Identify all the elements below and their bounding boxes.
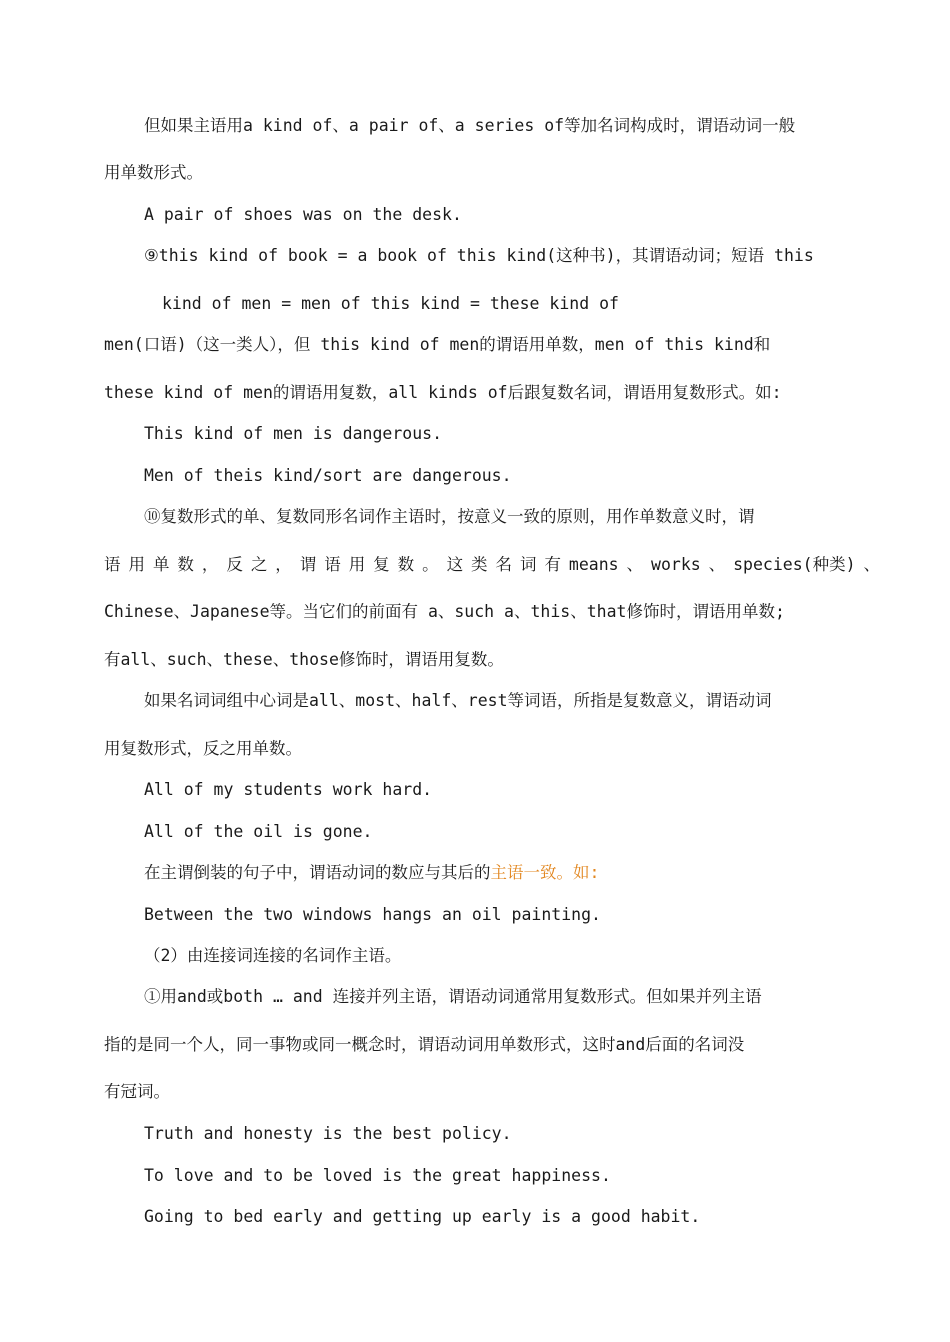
paragraph-line: these kind of men的谓语用复数，all kinds of后跟复数名词，谓语用复数形式。如: <box>104 383 782 402</box>
word: 词 <box>519 555 537 574</box>
word: 反 <box>226 555 243 574</box>
paragraph-line: ①用and或both … and 连接并列主语，谓语动词通常用复数形式。但如果并列主语 <box>144 987 762 1006</box>
paragraph-line: 指的是同一个人，同一事物或同一概念时，谓语动词用单数形式，这时and后面的名词没 <box>104 1035 745 1054</box>
word: 数 <box>177 555 194 574</box>
example-sentence: To love and to be loved is the great happiness. <box>144 1166 611 1185</box>
paragraph-line: kind of men = men of this kind = these kind of <box>162 294 619 313</box>
word: 单 <box>152 555 170 574</box>
example-sentence: Between the two windows hangs an oil painting. <box>144 905 601 924</box>
word: 有 <box>544 555 561 574</box>
word: 名 <box>495 555 512 574</box>
word: 、 <box>708 555 726 574</box>
word: 这 <box>446 555 464 574</box>
word: 、 <box>626 555 644 574</box>
paragraph-line: ⑨this kind of book = a book of this kind(这种书)，其谓语动词；短语 this <box>144 246 814 265</box>
word: works <box>651 555 701 574</box>
word: 语 <box>324 555 341 574</box>
word: 语 <box>104 555 121 574</box>
paragraph-line: ⑩复数形式的单、复数同形名词作主语时，按意义一致的原则，用作单数意义时，谓 <box>144 507 755 526</box>
word: ， <box>275 555 292 574</box>
paragraph-line: men(口语)（这一类人），但 this kind of men的谓语用单数，men of this kind和 <box>104 335 771 354</box>
line-text: 在主谓倒装的句子中，谓语动词的数应与其后的 <box>144 863 491 882</box>
word: 数 <box>397 555 415 574</box>
paragraph-line: Chinese、Japanese等。当它们的前面有 a、such a、this、that修饰时，谓语用单数; <box>104 602 785 621</box>
highlighted-text: 主语一致。如: <box>490 863 600 882</box>
paragraph-line: 用复数形式，反之用单数。 <box>104 739 302 758</box>
paragraph-line <box>144 861 599 885</box>
section-heading: （2）由连接词连接的名词作主语。 <box>144 946 402 965</box>
word: ， <box>201 555 219 574</box>
example-sentence: A pair of shoes was on the desk. <box>144 205 462 224</box>
word: means <box>568 555 619 574</box>
paragraph-line: 有冠词。 <box>104 1082 170 1101</box>
word: 谓 <box>299 555 317 574</box>
paragraph-line: 但如果主语用a kind of、a pair of、a series of等加名词构成时，谓语动词一般 <box>144 116 796 135</box>
paragraph-line: 如果名词词组中心词是all、most、half、rest等词语，所指是复数意义，谓语动词 <box>144 691 772 710</box>
example-sentence: Truth and honesty is the best policy. <box>144 1124 512 1143</box>
example-sentence: All of the oil is gone. <box>144 822 373 841</box>
word: 用 <box>348 555 366 574</box>
word: 用 <box>128 555 145 574</box>
word: species(种类) <box>733 555 856 574</box>
word: 、 <box>863 555 880 574</box>
word: 类 <box>471 555 488 574</box>
paragraph-line: 有all、such、these、those修饰时，谓语用复数。 <box>104 650 504 669</box>
example-sentence: All of my students work hard. <box>144 780 433 799</box>
justified-line <box>104 553 880 577</box>
word: 之 <box>250 555 268 574</box>
word: 复 <box>373 555 390 574</box>
example-sentence: Men of theis kind/sort are dangerous. <box>144 466 512 485</box>
paragraph-line: 用单数形式。 <box>104 163 203 182</box>
example-sentence: This kind of men is dangerous. <box>144 424 443 443</box>
word: 。 <box>422 555 439 574</box>
example-sentence: Going to bed early and getting up early is a good habit. <box>144 1207 701 1226</box>
